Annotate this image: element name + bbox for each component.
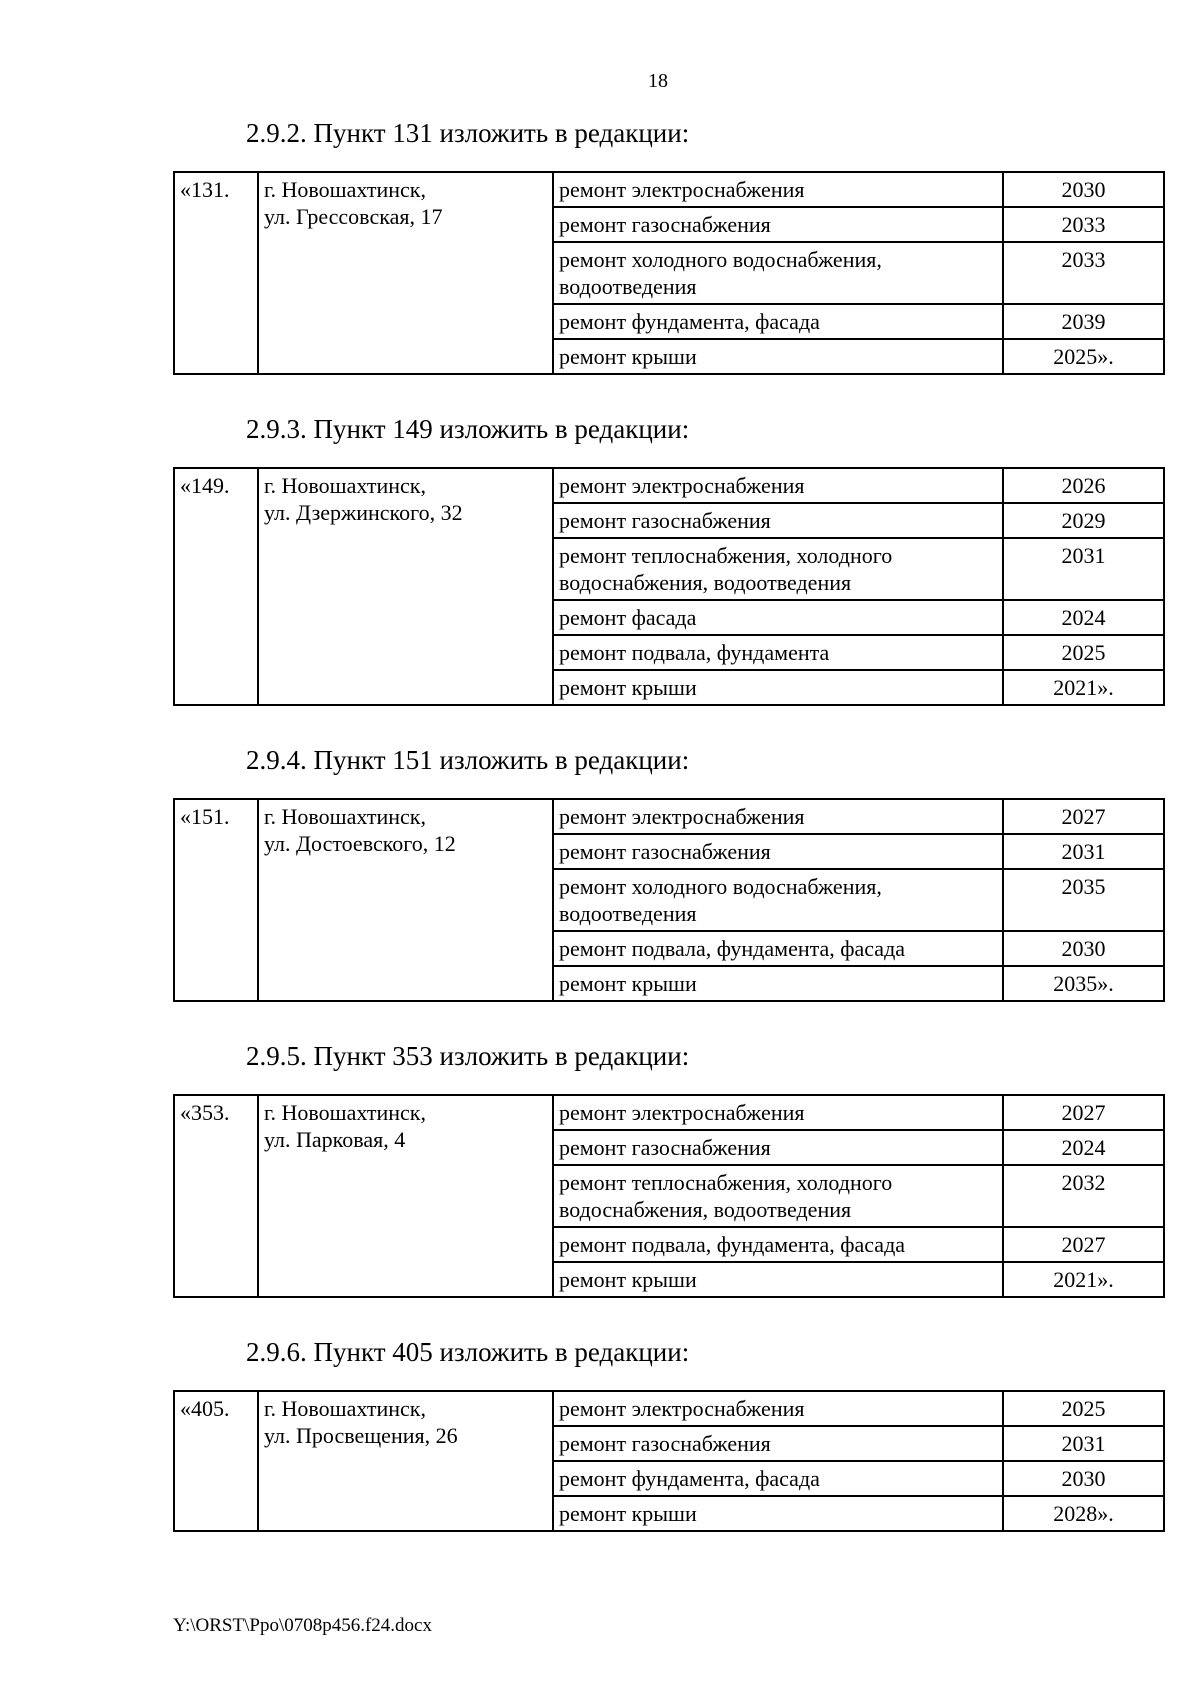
address-line: ул. Достоевского, 12 xyxy=(264,831,456,856)
amendment-section xyxy=(173,742,1155,1002)
table-row xyxy=(174,799,1164,834)
amendment-section xyxy=(173,1038,1155,1298)
work-type: ремонт холодного водоснабжения, водоотведения xyxy=(553,242,1003,304)
table-row xyxy=(174,1095,1164,1130)
item-number: «149. xyxy=(174,468,258,705)
section-heading: 2.9.4. Пункт 151 изложить в редакции: xyxy=(246,745,690,775)
document-body xyxy=(173,115,1155,1568)
work-type: ремонт крыши xyxy=(553,966,1003,1001)
work-type: ремонт электроснабжения xyxy=(553,1095,1003,1130)
work-year: 2025 xyxy=(1003,635,1164,670)
work-year: 2021». xyxy=(1003,670,1164,705)
work-year: 2035». xyxy=(1003,966,1164,1001)
item-table xyxy=(173,467,1165,706)
work-year: 2031 xyxy=(1003,538,1164,600)
address-line: ул. Парковая, 4 xyxy=(264,1127,406,1152)
work-type: ремонт электроснабжения xyxy=(553,172,1003,207)
work-type: ремонт газоснабжения xyxy=(553,503,1003,538)
address-line: г. Новошахтинск, xyxy=(264,804,426,829)
work-type: ремонт фундамента, фасада xyxy=(553,304,1003,339)
item-number: «405. xyxy=(174,1391,258,1531)
work-type: ремонт электроснабжения xyxy=(553,468,1003,503)
work-type: ремонт газоснабжения xyxy=(553,834,1003,869)
section-heading: 2.9.5. Пункт 353 изложить в редакции: xyxy=(246,1041,690,1071)
work-type: ремонт газоснабжения xyxy=(553,1426,1003,1461)
work-year: 2031 xyxy=(1003,1426,1164,1461)
work-year: 2032 xyxy=(1003,1165,1164,1227)
work-year: 2027 xyxy=(1003,1095,1164,1130)
work-year: 2027 xyxy=(1003,799,1164,834)
work-year: 2025». xyxy=(1003,339,1164,374)
item-number: «151. xyxy=(174,799,258,1001)
work-year: 2028». xyxy=(1003,1496,1164,1531)
work-type: ремонт подвала, фундамента, фасада xyxy=(553,931,1003,966)
item-address xyxy=(258,799,553,1001)
work-type: ремонт подвала, фундамента, фасада xyxy=(553,1227,1003,1262)
amendment-section xyxy=(173,115,1155,375)
item-number: «353. xyxy=(174,1095,258,1297)
address-line: ул. Грессовская, 17 xyxy=(264,204,443,229)
work-type: ремонт фасада xyxy=(553,600,1003,635)
work-year: 2030 xyxy=(1003,931,1164,966)
section-heading: 2.9.3. Пункт 149 изложить в редакции: xyxy=(246,414,690,444)
work-year: 2033 xyxy=(1003,242,1164,304)
work-year: 2035 xyxy=(1003,869,1164,931)
work-year: 2024 xyxy=(1003,600,1164,635)
work-year: 2026 xyxy=(1003,468,1164,503)
item-number: «131. xyxy=(174,172,258,374)
work-type: ремонт газоснабжения xyxy=(553,207,1003,242)
item-table xyxy=(173,171,1165,375)
table-row xyxy=(174,1391,1164,1426)
section-heading: 2.9.6. Пункт 405 изложить в редакции: xyxy=(246,1337,690,1367)
work-type: ремонт подвала, фундамента xyxy=(553,635,1003,670)
work-year: 2031 xyxy=(1003,834,1164,869)
work-type: ремонт теплоснабжения, холодного водоснабжения, водоотведения xyxy=(553,1165,1003,1227)
work-type: ремонт электроснабжения xyxy=(553,799,1003,834)
address-line: г. Новошахтинск, xyxy=(264,177,426,202)
item-address xyxy=(258,468,553,705)
work-type: ремонт крыши xyxy=(553,339,1003,374)
item-table xyxy=(173,798,1165,1002)
address-line: г. Новошахтинск, xyxy=(264,1396,426,1421)
work-type: ремонт газоснабжения xyxy=(553,1130,1003,1165)
address-line: ул. Просвещения, 26 xyxy=(264,1423,458,1448)
work-year: 2025 xyxy=(1003,1391,1164,1426)
address-line: ул. Дзержинского, 32 xyxy=(264,500,463,525)
page-number: 18 xyxy=(648,70,668,92)
amendment-section xyxy=(173,1334,1155,1532)
work-type: ремонт теплоснабжения, холодного водоснабжения, водоотведения xyxy=(553,538,1003,600)
item-address xyxy=(258,172,553,374)
address-line: г. Новошахтинск, xyxy=(264,473,426,498)
work-year: 2021». xyxy=(1003,1262,1164,1297)
work-year: 2029 xyxy=(1003,503,1164,538)
item-table xyxy=(173,1094,1165,1298)
file-path-footer: Y:\ORST\Ppo\0708p456.f24.docx xyxy=(173,1615,432,1636)
work-year: 2030 xyxy=(1003,172,1164,207)
work-type: ремонт крыши xyxy=(553,670,1003,705)
item-address xyxy=(258,1391,553,1531)
item-address xyxy=(258,1095,553,1297)
section-heading: 2.9.2. Пункт 131 изложить в редакции: xyxy=(246,118,690,148)
work-year: 2039 xyxy=(1003,304,1164,339)
item-table xyxy=(173,1390,1165,1532)
work-year: 2027 xyxy=(1003,1227,1164,1262)
work-type: ремонт крыши xyxy=(553,1496,1003,1531)
amendment-section xyxy=(173,411,1155,706)
work-year: 2030 xyxy=(1003,1461,1164,1496)
work-type: ремонт холодного водоснабжения, водоотведения xyxy=(553,869,1003,931)
table-row xyxy=(174,468,1164,503)
work-type: ремонт электроснабжения xyxy=(553,1391,1003,1426)
work-year: 2024 xyxy=(1003,1130,1164,1165)
work-year: 2033 xyxy=(1003,207,1164,242)
table-row xyxy=(174,172,1164,207)
work-type: ремонт фундамента, фасада xyxy=(553,1461,1003,1496)
address-line: г. Новошахтинск, xyxy=(264,1100,426,1125)
work-type: ремонт крыши xyxy=(553,1262,1003,1297)
